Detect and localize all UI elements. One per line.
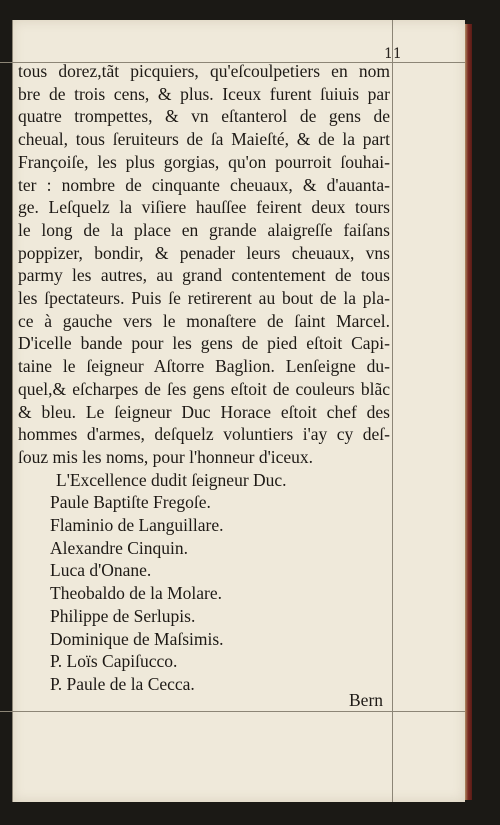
body-line: ge. Leſquelz la viſiere hauſſee feirent deux tours: [18, 197, 390, 218]
name-item: Alexandre Cinquin.: [50, 537, 189, 558]
name-item: Paule Baptiſte Fregoſe.: [50, 492, 211, 513]
body-line: & bleu. Le ſeigneur Duc Horace eſtoit chef des: [18, 401, 390, 422]
name-item: Theobaldo de la Molare.: [50, 583, 223, 604]
name-item: Philippe de Serlupis.: [50, 605, 196, 626]
body-line: hommes d'armes, deſquelz voluntiers i'ay cy deſ-: [18, 424, 390, 445]
page-number: 11: [384, 46, 402, 62]
catchword: Bern: [349, 690, 384, 710]
bottom-rule: [0, 711, 465, 712]
left-rule: [12, 20, 13, 802]
page-edge: [465, 24, 472, 800]
body-line: quatre trompettes, & vn eſtanterol de gens de: [18, 106, 390, 127]
name-item: P. Loïs Capiſucco.: [50, 651, 178, 672]
body-line: bre de trois cens, & plus. Iceux furent ſuiuis par: [18, 83, 390, 104]
body-line: quel,& eſcharpes de ſes gens eſtoit de couleurs blãc: [18, 378, 390, 399]
body-line: taine le ſeigneur Aſtorre Baglion. Lenſeigne du-: [18, 356, 390, 377]
body-line: Françoiſe, les plus gorgias, qu'on pourroit ſouhai-: [18, 151, 390, 172]
body-line: parmy les autres, au grand contentement de tous: [18, 265, 390, 286]
name-item: Luca d'Onane.: [50, 560, 152, 581]
name-item: L'Excellence dudit ſeigneur Duc.: [56, 469, 287, 490]
text-block: [18, 60, 390, 696]
body-line: D'icelle bande pour les gens de pied eſtoit Capi-: [18, 333, 390, 354]
right-rule: [392, 20, 393, 802]
body-line: ſouz mis les noms, pour l'honneur d'iceux.: [18, 446, 314, 467]
body-line: ce à gauche vers le monaſtere de ſaint Marcel.: [18, 310, 390, 331]
name-item: P. Paule de la Cecca.: [50, 673, 195, 694]
body-line: cheual, tous ſeruiteurs de ſa Maieſté, & de la part: [18, 129, 390, 150]
name-item: Dominique de Maſsimis.: [50, 628, 224, 649]
name-item: Flaminio de Languillare.: [50, 515, 224, 536]
body-line: ter : nombre de cinquante cheuaux, & d'auanta-: [18, 174, 390, 195]
body-line: le long de la place en grande alaigreſſe faiſans: [18, 219, 390, 240]
body-line: tous dorez,tãt picquiers, qu'eſcoulpetiers en nom: [18, 61, 390, 81]
body-line: poppizer, bondir, & penader leurs cheuaux, vns: [18, 242, 390, 263]
body-line: les ſpectateurs. Puis ſe retirerent au bout de la pla-: [18, 288, 390, 309]
